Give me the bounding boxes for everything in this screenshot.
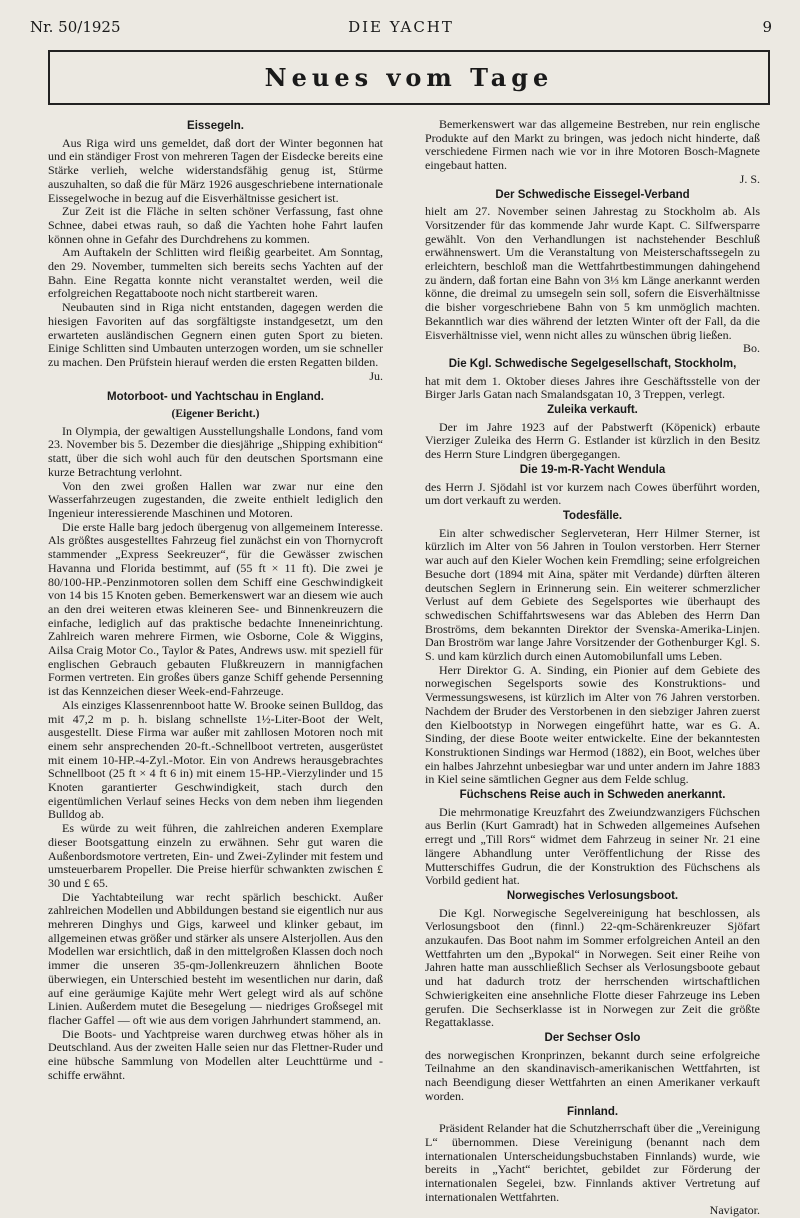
paragraph: Von den zwei großen Hallen war zwar nur eine den Wasserfahrzeugen zugestanden, die zweite enthielt lediglich den Ingenieur interessierende Maschinen und Motoren. <box>48 478 383 520</box>
article-title: Die 19-m-R-Yacht Wendula <box>519 463 666 476</box>
article-title-yachtschau: Motorboot- und Yachtschau in England. <box>106 391 324 404</box>
paragraph: Der im Jahre 1923 auf der Pabstwerft (Köpenick) erbaute Vierziger Zuleika des Herrn G. Estlander ist kürzlich in den Besitz des Herrn Sture Lindgren übergegangen. <box>425 419 760 462</box>
paragraph: hat mit dem 1. Oktober dieses Jahres ihre Geschäftsstelle von der Birger Jarls Gatan nach Smalandsgatan 10, 3 Treppen, verlegt. <box>425 373 760 402</box>
author-sign: J. S. <box>739 171 760 186</box>
paragraph: Es würde zu weit führen, die zahlreichen anderen Exemplare dieser Bootsgattung einzeln zu erwähnen. Sehr gut waren die Außenbordsmotore vertreten, Ein- und Zwei-Zylinder mit festem und umsteuerbarem Propeller. Die Preise hierfür schwankten zwischen £ 30 und £ 65. <box>48 821 383 890</box>
article-title: Todesfälle. <box>562 509 623 522</box>
paragraph: Ein alter schwedischer Seglerveteran, Herr Hilmer Sterner, ist kürzlich im Alter von 56 Jahren in Toulon verstorben. Herr Sterner war auch auf den Kieler Wochen kein Fremdling; seine erfolgreichen Besuche dort (1894 mit Aina, später mit Verdande) dürften älteren deutschen Seglern in Erinnerung sein. Ein weiterer schmerzlicher Verlust auf dem Gebiete des Segelsportes wie überhaupt des schwedischen Schiffahrtswesens war das Ableben des Herrn Dan Broströms, dem bekannten Direktor der Svenska-Amerika-Linjen. Dan Broström war lange Jahre Vorsitzender der Gothenburger Kgl. S. S. und kam kürzlich durch einen Automobilunfall ums Leben. <box>425 525 760 664</box>
paragraph: Aus Riga wird uns gemeldet, daß dort der Winter begonnen hat und ein ständiger Frost von mehreren Tagen der Eisdecke bereits eine Stärke verlieh, welche widerstandsfähig genug ist, Stürme auszuhalten, so daß die für März 1926 ausgeschriebene internationale Eissegelwoche in bezug auf die Eisverhältnisse gesichert ist. <box>48 135 383 205</box>
paragraph: Bemerkenswert war das allgemeine Bestreben, nur rein englische Produkte auf den Markt zu bringen, was jedoch nicht hinderte, daß verschiedene Firmen nach wie vor in ihre Motoren Bosch-Magnete eingebaut hatten. <box>425 117 760 173</box>
article-subtitle: (Eigener Bericht.) <box>171 408 260 421</box>
article-title-eissegeln: Eissegeln. <box>187 120 244 132</box>
paragraph: Die erste Halle barg jedoch übergenug von allgemeinem Interesse. Als größtes ausgestelltes Fahrzeug fiel zunächst ein von Thornycroft stammender „Express Seekreuzer“, für die Gewässer zwischen Havanna und Florida bestimmt, auf (55 ft × 11 ft). Die zwei je 80/100-HP.-Penzinmotoren sollen dem Schiff eine Geschwindigkeit von 14 bis 15 Knoten geben. Bemerkenswert war an diesem wie auch an den drei weiteren etwas kleineren See- und Binnenkreuzern die einfache, lediglich auf das praktische bedachte Inneneinrichtung. Zahlreich waren mehrere Firmen, wie Osborne, Cole & Wiggins, Ailsa Craig Motor Co., Taylor & Pates, Andrews usw. mit speziell für englischen Gebrauch gebauten Flußkreuzern in mannigfachen Formen vertreten. Ein großes übers ganze Schiff gehende Persenning ist das Kennzeichen dieser Week-end-Fahrzeuge. <box>48 519 383 699</box>
author-sign: Bo. <box>742 341 760 356</box>
page-header <box>30 18 772 40</box>
page-number: 9 <box>762 18 772 36</box>
paragraph: Die Boots- und Yachtpreise waren durchweg etwas höher als in Deutschland. Aus der zweiten Halle seien nur das Flettner-Ruder und eine hübsche Sammlung von Modellen alter Leuchttürme und -schiffe erwähnt. <box>48 1026 383 1082</box>
author-sign: Navigator. <box>709 1203 760 1218</box>
article-title: Füchschens Reise auch in Schweden anerkannt. <box>459 789 726 802</box>
paragraph: Herr Direktor G. A. Sinding, ein Pionier auf dem Gebiete des norwegischen Segelsports sowie des Konstruktions- und Vermessungswesens, ist kürzlich im Alter von 76 Jahren verstorben. Nachdem der Bruder des Verstorbenen in den siebziger Jahren zuerst den Kielbootstyp in Norwegen eingeführt hatte, war es G. A. Sinding, der diese Boote weiter entwickelte. Eine der bekanntesten Konstruktionen Sindings war Hermod (1882), ein Boot, welches über ein halbes Jahrzehnt unbesiegbar war und unter andern im Jahre 1883 in Kiel seine sämtlichen Gegner aus dem Felde schlug. <box>425 662 760 787</box>
article-title: Die Kgl. Schwedische Segelgesellschaft, Stockholm, <box>448 357 737 370</box>
paragraph: Als einziges Klassenrennboot hatte W. Brooke seinen Bulldog, das mit 47,2 m p. h. bislang schnellste 1½-Liter-Boot der Welt, ausgestellt. Diese Firma war außer mit zahllosen Motoren noch mit einem sehr ansprechenden 20-ft.-Schnellboot vertreten, ausgerüstet mit einem 10-HP.-4-Zyl.-Motor. Ein von Andrews herausgebrachtes Schnellboot (25 ft × 4 ft 6 in) mit einem 15-HP.-Vierzylinder und 15 Knoten garantierter Geschwindigkeit, stach durch den eigentümlichen Verlauf seines Hecks von dem neben ihm liegenden Bulldog ab. <box>48 697 383 822</box>
paragraph: des norwegischen Kronprinzen, bekannt durch seine erfolgreiche Teilnahme an den skandinavisch-amerikanischen Wettfahrten, ist nach Beendigung dieser Wettfahrten an einen Amerikaner verkauft worden. <box>425 1047 760 1103</box>
paragraph: Am Auftakeln der Schlitten wird fleißig gearbeitet. Am Sonntag, den 29. November, tummelten sich bereits sechs Yachten auf der Bahn. Eine Regatta konnte nicht veranstaltet werden, weil die erfolgreichen Regattaboote noch nicht startbereit waren. <box>48 245 383 301</box>
article-title: Finnland. <box>566 1105 619 1118</box>
paragraph: Die Yachtabteilung war recht spärlich beschickt. Außer zahlreichen Modellen und Abbildungen bestand sie eigentlich nur aus mehreren Dinghys und Gigs, karweel und klinker gebaut, im allgemeinen etwas größer und stärker als unsere Alsterjollen. Aus den Modellen war ersichtlich, daß in den mittelgroßen Klassen doch noch immer die unseren 35-qm-Jollenkreuzern ähnlichen Boote überwiegen, ein Unterschied besteht im wesentlichen nur darin, daß auf eine geräumige Kajüte mehr Wert gelegt wird als auf schöne Linien. Außerdem mutet die Besegelung — niedriges Großsegel mit flacher Gaffel — oft wie aus dem vorigen Jahrhundert stammend, an. <box>48 889 383 1027</box>
article-title: Norwegisches Verlosungsboot. <box>506 889 679 902</box>
article-title: Der Schwedische Eissegel-Verband <box>495 188 690 201</box>
paragraph: Neubauten sind in Riga nicht entstanden, dagegen werden die hiesigen Favoriten auf das sorgfältigste instandgesetzt, um den erwarteten ausländischen Gegnern einen guten Sport zu bieten. Einige Schlitten sind Umbauten unterzogen worden, um sie schneller zu machen. Den Prüfstein hierauf werden die ersten Regatten bilden. <box>48 300 383 369</box>
banner-title: Neues vom Tage <box>264 63 554 92</box>
article-title: Zuleika verkauft. <box>547 404 638 417</box>
paragraph: Präsident Relander hat die Schutzherrschaft über die „Vereinigung L“ übernommen. Diese Vereinigung (benannt nach dem internationalen Unterscheidungsbuchstaben Finnlands) wurde, wie bereits in „Yacht“ berichtet, gebildet zur Förderung der internationalen Segelei, bzw. Finnlands aktiver Vertretung auf internationalen Wettfahrten. <box>425 1121 760 1204</box>
journal-title: DIE YACHT <box>348 18 454 36</box>
paragraph: des Herrn J. Sjödahl ist vor kurzem nach Cowes überführt worden, um dort verkauft zu werden. <box>425 479 760 508</box>
author-sign: Ju. <box>369 368 383 383</box>
section-banner <box>48 50 770 105</box>
article-title: Der Sechser Oslo <box>544 1032 641 1044</box>
right-column <box>425 118 760 1218</box>
paragraph: Zur Zeit ist die Fläche in selten schöner Verfassung, fast ohne Schnee, dabei etwas rauh, so daß die Yachten hohe Fahrt laufen können ohne in Gefahr des Durchdrehens zu kommen. <box>48 204 383 246</box>
paragraph: hielt am 27. November seinen Jahrestag zu Stockholm ab. Als Vorsitzender für das kommende Jahr wurde Kapt. C. Silfwersparre gewählt. Von den Verhandlungen ist nachstehender Beschluß erwähnenswert. Um die Veranstaltung von Meisterschaftssegeln zu erleichtern, beschloß man die Wettfahrtbestimmungen dahingehend zu ändern, daß fortan eine Bahn von 3⅓ km Länge anerkannt werden könne, die dreimal zu umsegeln sein soll, sofern die Eisverhältnisse die bisher vorgeschriebene Bahn von 5 km unmöglich machten. Bekanntlich war dies während der letzten Winter oft der Fall, da die Eisverhältnisse viel, wenn nicht alles zu wünschen übrig ließen. <box>425 204 760 342</box>
issue-number: Nr. 50/1925 <box>30 18 121 36</box>
paragraph: Die mehrmonatige Kreuzfahrt des Zweiundzwanzigers Füchschen aus Berlin (Kurt Gamradt) hat in Schweden allgemeines Aufsehen erregt und „Till Rors“ widmet dem Fahrzeug in seiner Nr. 21 eine längere Abhandlung unter Veröffentlichung der Risse des Mutterschiffes Gudrun, die der Konstruktion des Füchschens als Vorbild gedient hat. <box>425 804 760 888</box>
left-column <box>48 118 383 1083</box>
paragraph: Die Kgl. Norwegische Segelvereinigung hat beschlossen, als Verlosungsboot den (finnl.) 22-qm-Schärenkreuzer Sjöfart anzukaufen. Das Boot nahm im Sommer erfolgreichen Anteil an den Wettfahrten um den „Bypokal“ in Norwegen. Seit einer Reihe von Jahren hatte man ausschließlich Sechser als Verlosungsboote gebaut und hat dadurch trotz der herrschenden wirtschaftlichen Schwierigkeiten eine ansehnliche Flotte dieser Fahrzeuge ins Leben gerufen. Die Sechserklasse ist in Norwegen zur Zeit die größte Regattaklasse. <box>425 905 760 1030</box>
paragraph: In Olympia, der gewaltigen Ausstellungshalle Londons, fand vom 23. November bis 5. Dezember die diesjährige „Shipping exhibition“ statt, über die sich wohl auch für den deutschen Sportsmann eine kurze Betrachtung verlohnt. <box>48 423 383 479</box>
